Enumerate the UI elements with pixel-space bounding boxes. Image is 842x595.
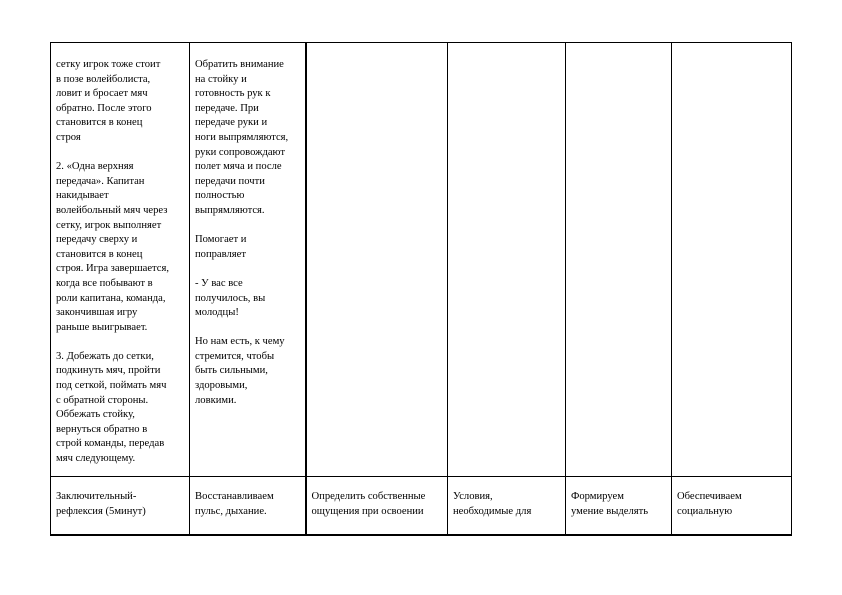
cell-stage-name: Заключительный- рефлексия (5минут) <box>51 477 190 536</box>
table-row-reflection <box>51 477 792 536</box>
cell-stage-activity: Восстанавливаем пульс, дыхание. <box>190 477 306 536</box>
cell-activity-description <box>51 43 190 477</box>
paragraph-game-1: сетку игрок тоже стоит в позе волейболиста, ловит и бросает мяч обратно. После этого становится в конец строя <box>56 59 161 143</box>
table-row-main <box>51 43 792 477</box>
paragraph-teacher-2: Помогает и поправляет <box>195 234 247 260</box>
cell-empty-4 <box>448 43 566 477</box>
paragraph-game-3: 3. Добежать до сетки, подкинуть мяч, пройти под сеткой, поймать мяч с обратной стороны. Оббежать стойку, вернуться обратно в строй команды, передав мяч следующему. <box>56 350 167 465</box>
cell-empty-3 <box>306 43 448 477</box>
cell-teacher-actions <box>190 43 306 477</box>
cell-stage-goal: Определить собственные ощущения при освоении <box>306 477 448 536</box>
paragraph-teacher-1: Обратить внимание на стойку и готовность рук к передаче. При передаче руки и ноги выпрямляются, руки сопровождают полет мяча и после передачи почти полностью выпрямляются. <box>195 59 289 216</box>
cell-empty-6 <box>672 43 792 477</box>
cell-empty-5 <box>566 43 672 477</box>
paragraph-teacher-4: Но нам есть, к чему стремится, чтобы быть сильными, здоровыми, ловкими. <box>195 336 285 406</box>
cell-stage-social: Обеспечиваем социальную <box>672 477 792 536</box>
lesson-plan-table <box>50 42 792 536</box>
paragraph-game-2: 2. «Одна верхняя передача». Капитан накидывает волейбольный мяч через сетку, игрок выполняет передачу сверху и становится в конец строя. Игра завершается, когда все побывают в роли капитана, команда, закончившая игру раньше выигрывает. <box>56 161 170 333</box>
paragraph-teacher-3: - У вас все получилось, вы молодцы! <box>195 277 266 319</box>
cell-stage-skills: Формируем умение выделять <box>566 477 672 536</box>
cell-stage-conditions: Условия, необходимые для <box>448 477 566 536</box>
